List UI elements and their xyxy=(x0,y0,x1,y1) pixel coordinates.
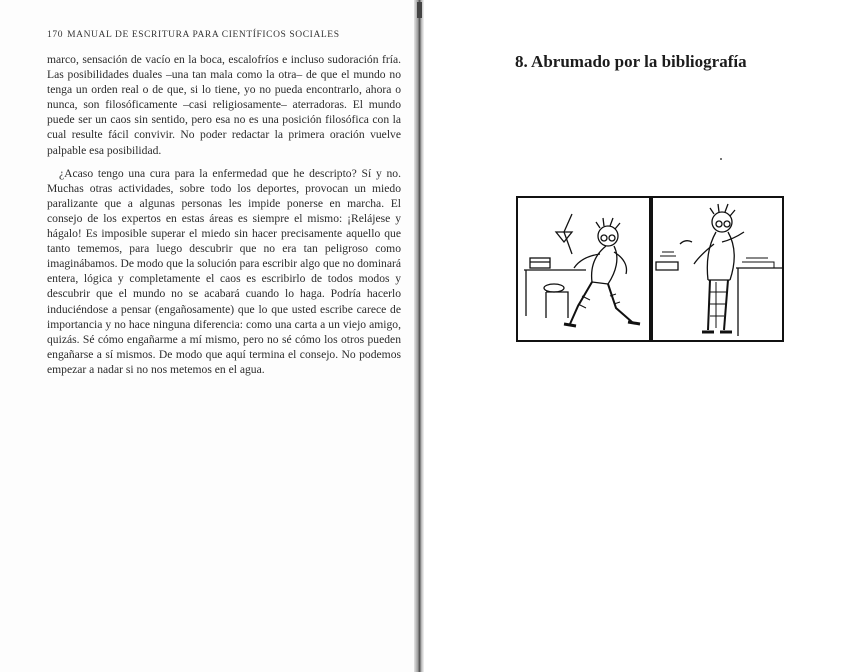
book-gutter xyxy=(414,0,424,672)
cartoon-panel-1 xyxy=(517,197,650,341)
page-number: 170 xyxy=(47,30,64,40)
paragraph-1: marco, sensación de vacío en la boca, escalofríos e incluso sudoración fría. Las posibilidades duales –una tan mala como la otra– de que el mundo no tenga un orden real o de que, si lo tiene, yo no pueda encontrarlo, ahora o nunca, son filosóficamente –casi religiosamente– aterradoras. El mundo puede ser un caos sin sentido, pero esa no es una posición filosófica con la cual resulte fácil convivir. No poder redactar la primera oración vuelve palpable esa posibilidad. xyxy=(47,53,401,157)
chapter-title: 8. Abrumado por la bibliografía xyxy=(515,52,747,71)
cartoon-illustration xyxy=(516,196,784,342)
cartoon-panel-2 xyxy=(652,197,783,341)
running-head-title: MANUAL DE ESCRITURA PARA CIENTÍFICOS SOCIALES xyxy=(67,30,340,40)
paragraph-2: ¿Acaso tengo una cura para la enfermedad que he descripto? Sí y no. Muchas otras actividades, sobre todo los deportes, provocan un miedo paralizante que a algunas personas les impide ponerse en marcha. El consejo de los expertos en estas áreas es siempre el mismo: ¡Relájese y hágalo! Es imposible superar el miedo sin hacer precisamente aquello que tanto tememos, para luego descubrir que no era tan peligroso como imaginábamos. De modo que la solución para escribir algo que no dominará entera, lógica y completamente el caos es escribirlo de todos modos y descubrir que el mundo no se acabará cuando lo haga. Podría hacerlo induciéndose a pensar (engañosamente) que lo que usted escribe carece de importancia y no hace ninguna diferencia: como una carta a un viejo amigo, quizás. Sé cómo engañarme a mí mismo, pero no sé cómo los otros pueden engañarse a sí mismos. De modo que aquí termina el consejo. No podemos empezar a nadar si no nos metemos en el agua. xyxy=(47,166,401,376)
paper-speck xyxy=(720,158,722,160)
running-head xyxy=(47,30,407,40)
gutter-mark xyxy=(417,2,422,18)
left-page xyxy=(0,0,414,672)
body-text xyxy=(47,52,401,377)
